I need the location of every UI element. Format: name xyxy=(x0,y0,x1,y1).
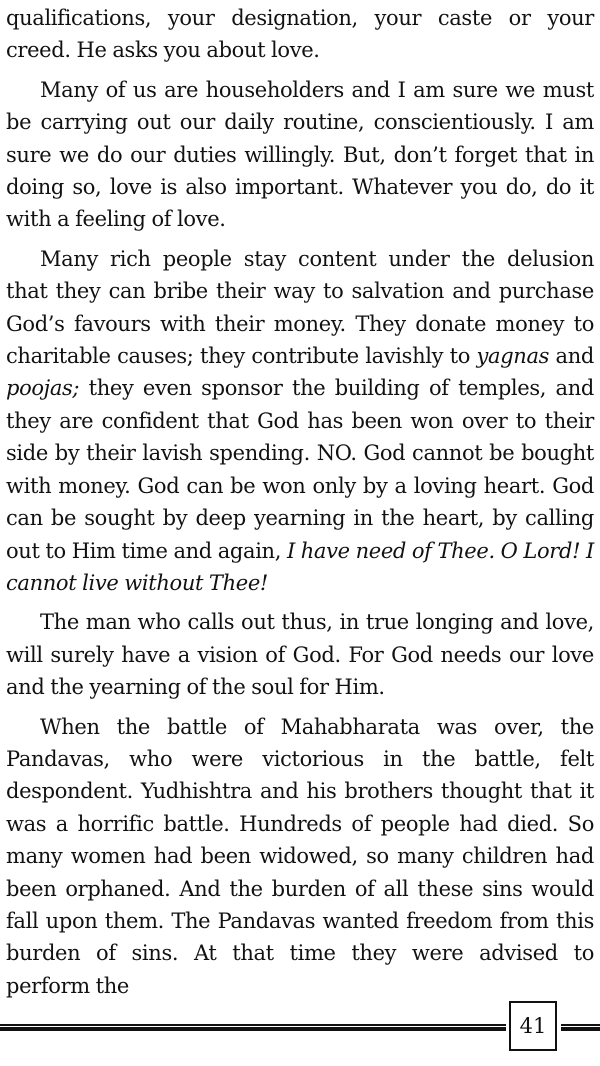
page-number: 41 xyxy=(509,1001,557,1051)
paragraph-1: qualifications, your designation, your caste or your creed. He asks you about love. xyxy=(6,6,594,63)
paragraph-3-text-b: and xyxy=(549,344,594,369)
footer-rule-right-thin-line xyxy=(561,1024,600,1026)
footer-rule-thin-line xyxy=(0,1024,506,1026)
paragraph-3-text-a: Many rich people stay content under the delusion that they can bribe their way to salvation and purchase God’s favours with their money. They donate money to charitable causes; they contribute lavishly to xyxy=(6,246,594,369)
footer-rule-thick-line xyxy=(0,1027,506,1031)
term-yagnas: yagnas xyxy=(476,344,550,369)
book-page xyxy=(6,0,594,1002)
paragraph-4: The man who calls out thus, in true longing and love, will surely have a vision of God. For God needs our love and the yearning of the soul for Him. xyxy=(6,610,594,700)
paragraph-5: When the battle of Mahabharata was over, the Pandavas, who were victorious in the battle, felt despondent. Yudhishtra and his brothers thought that it was a horrific battle. Hundreds of people had died. So many women had been widowed, so many children had been orphaned. And the burden of all these sins would fall upon them. The Pandavas wanted freedom from this burden of sins. At that time they were advised to perform the xyxy=(6,714,594,998)
paragraph-3-text-c: they even sponsor the building of temples, and they are confident that God has been won over to their side by their lavish spending. NO. God cannot be bought with money. God can be won only by a loving heart. God can be sought by deep yearning in the heart, by calling out to Him time and again, xyxy=(6,376,594,563)
paragraph-2: Many of us are householders and I am sure we must be carrying out our daily routine, conscientiously. I am sure we do our duties willingly. But, don’t forget that in doing so, love is also important. Whatever you do, do it with a feeling of love. xyxy=(6,77,594,232)
prayer-quote: I have need of Thee. O Lord! I cannot live without Thee! xyxy=(6,538,594,595)
paragraph-3 xyxy=(6,243,594,599)
footer-rule-right-thick-line xyxy=(561,1027,600,1031)
term-poojas: poojas; xyxy=(6,376,80,401)
footer-rule-right xyxy=(561,1024,600,1031)
